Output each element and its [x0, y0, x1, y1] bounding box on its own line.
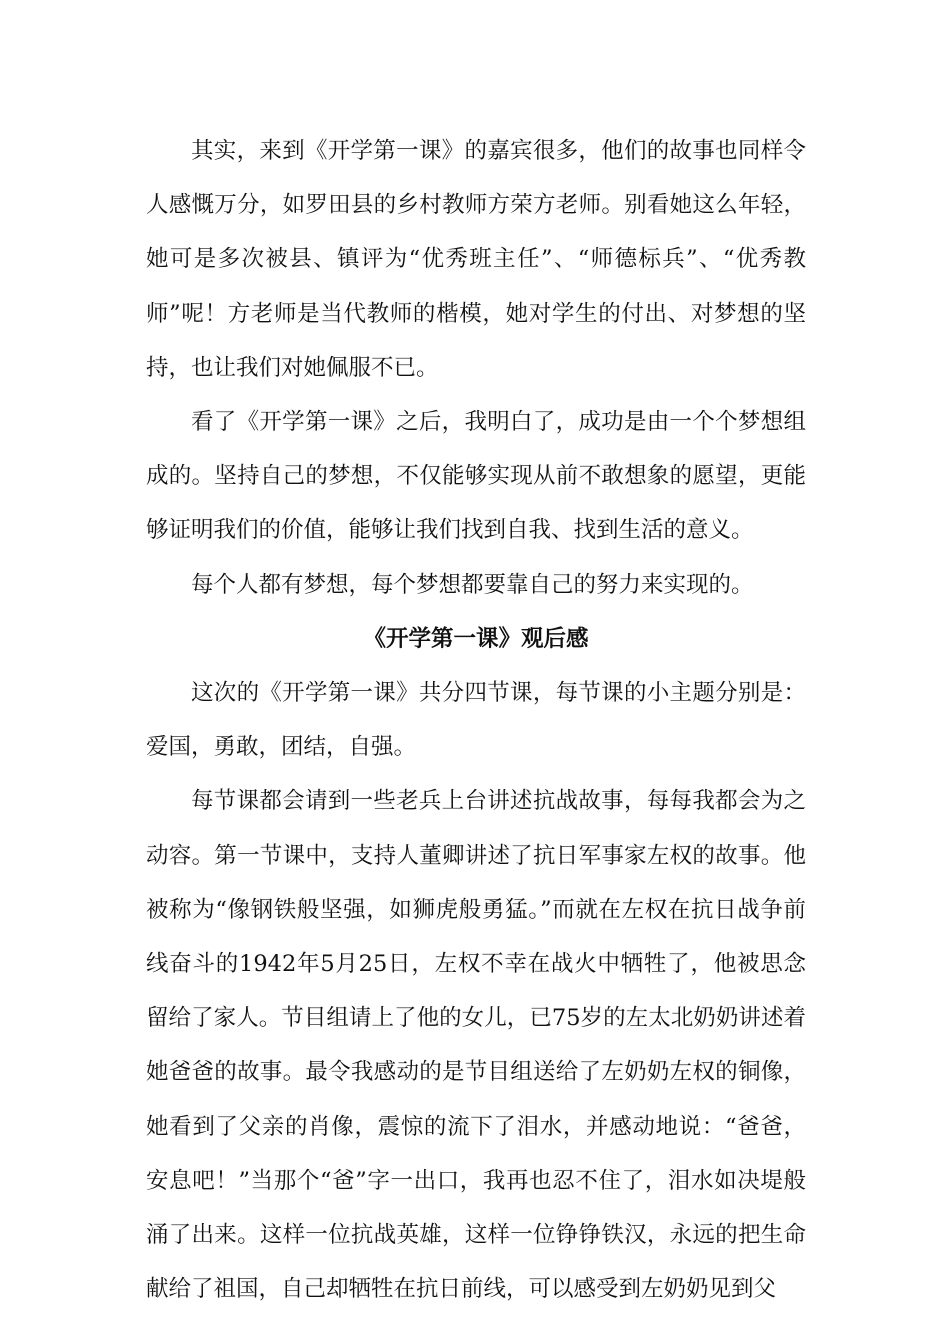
essay-title: 《开学第一课》观后感 [363, 625, 589, 652]
paragraph-zuo-quan-story: 每节课都会请到一些老兵上台讲述抗战故事，每每我都会为之动容。第一节课中，支持人董卿讲述了抗日军事家左权的故事。他被称为“像钢铁般坚强，如狮虎般勇猛。”而就在左权在抗日战争前线奋斗的1942年5月25日，左权不幸在战火中牺牲了，他被思念留给了家人。节目组请上了他的女儿，已75岁的左太北奶奶讲述着她爸爸的故事。最令我感动的是节目组送给了左奶奶左权的铜像，她看到了父亲的肖像，震惊的流下了泪水，并感动地说：“爸爸，安息吧！”当那个“爸”字一出口，我再也忍不住了，泪水如决堤般涌了出来。这样一位抗战英雄，这样一位铮铮铁汉，永远的把生命献给了祖国，自己却牺牲在抗日前线，可以感受到左奶奶见到父 [146, 788, 806, 1303]
paragraph-four-lessons: 这次的《开学第一课》共分四节课，每节课的小主题分别是：爱国，勇敢，团结，自强。 [146, 680, 806, 761]
document-body [146, 124, 806, 1316]
paragraph-everyone-dreams: 每个人都有梦想，每个梦想都要靠自己的努力来实现的。 [191, 571, 754, 598]
paragraph-guest-teacher: 其实，来到《开学第一课》的嘉宾很多，他们的故事也同样令人感慨万分，如罗田县的乡村教师方荣方老师。别看她这么年轻，她可是多次被县、镇评为“优秀班主任”、“师德标兵”、“优秀教师”呢！方老师是当代教师的楷模，她对学生的付出、对梦想的坚持，也让我们对她佩服不已。 [146, 138, 806, 381]
paragraph-success-dreams: 看了《开学第一课》之后，我明白了，成功是由一个个梦想组成的。坚持自己的梦想，不仅能够实现从前不敢想象的愿望，更能够证明我们的价值，能够让我们找到自我、找到生活的意义。 [146, 409, 806, 544]
